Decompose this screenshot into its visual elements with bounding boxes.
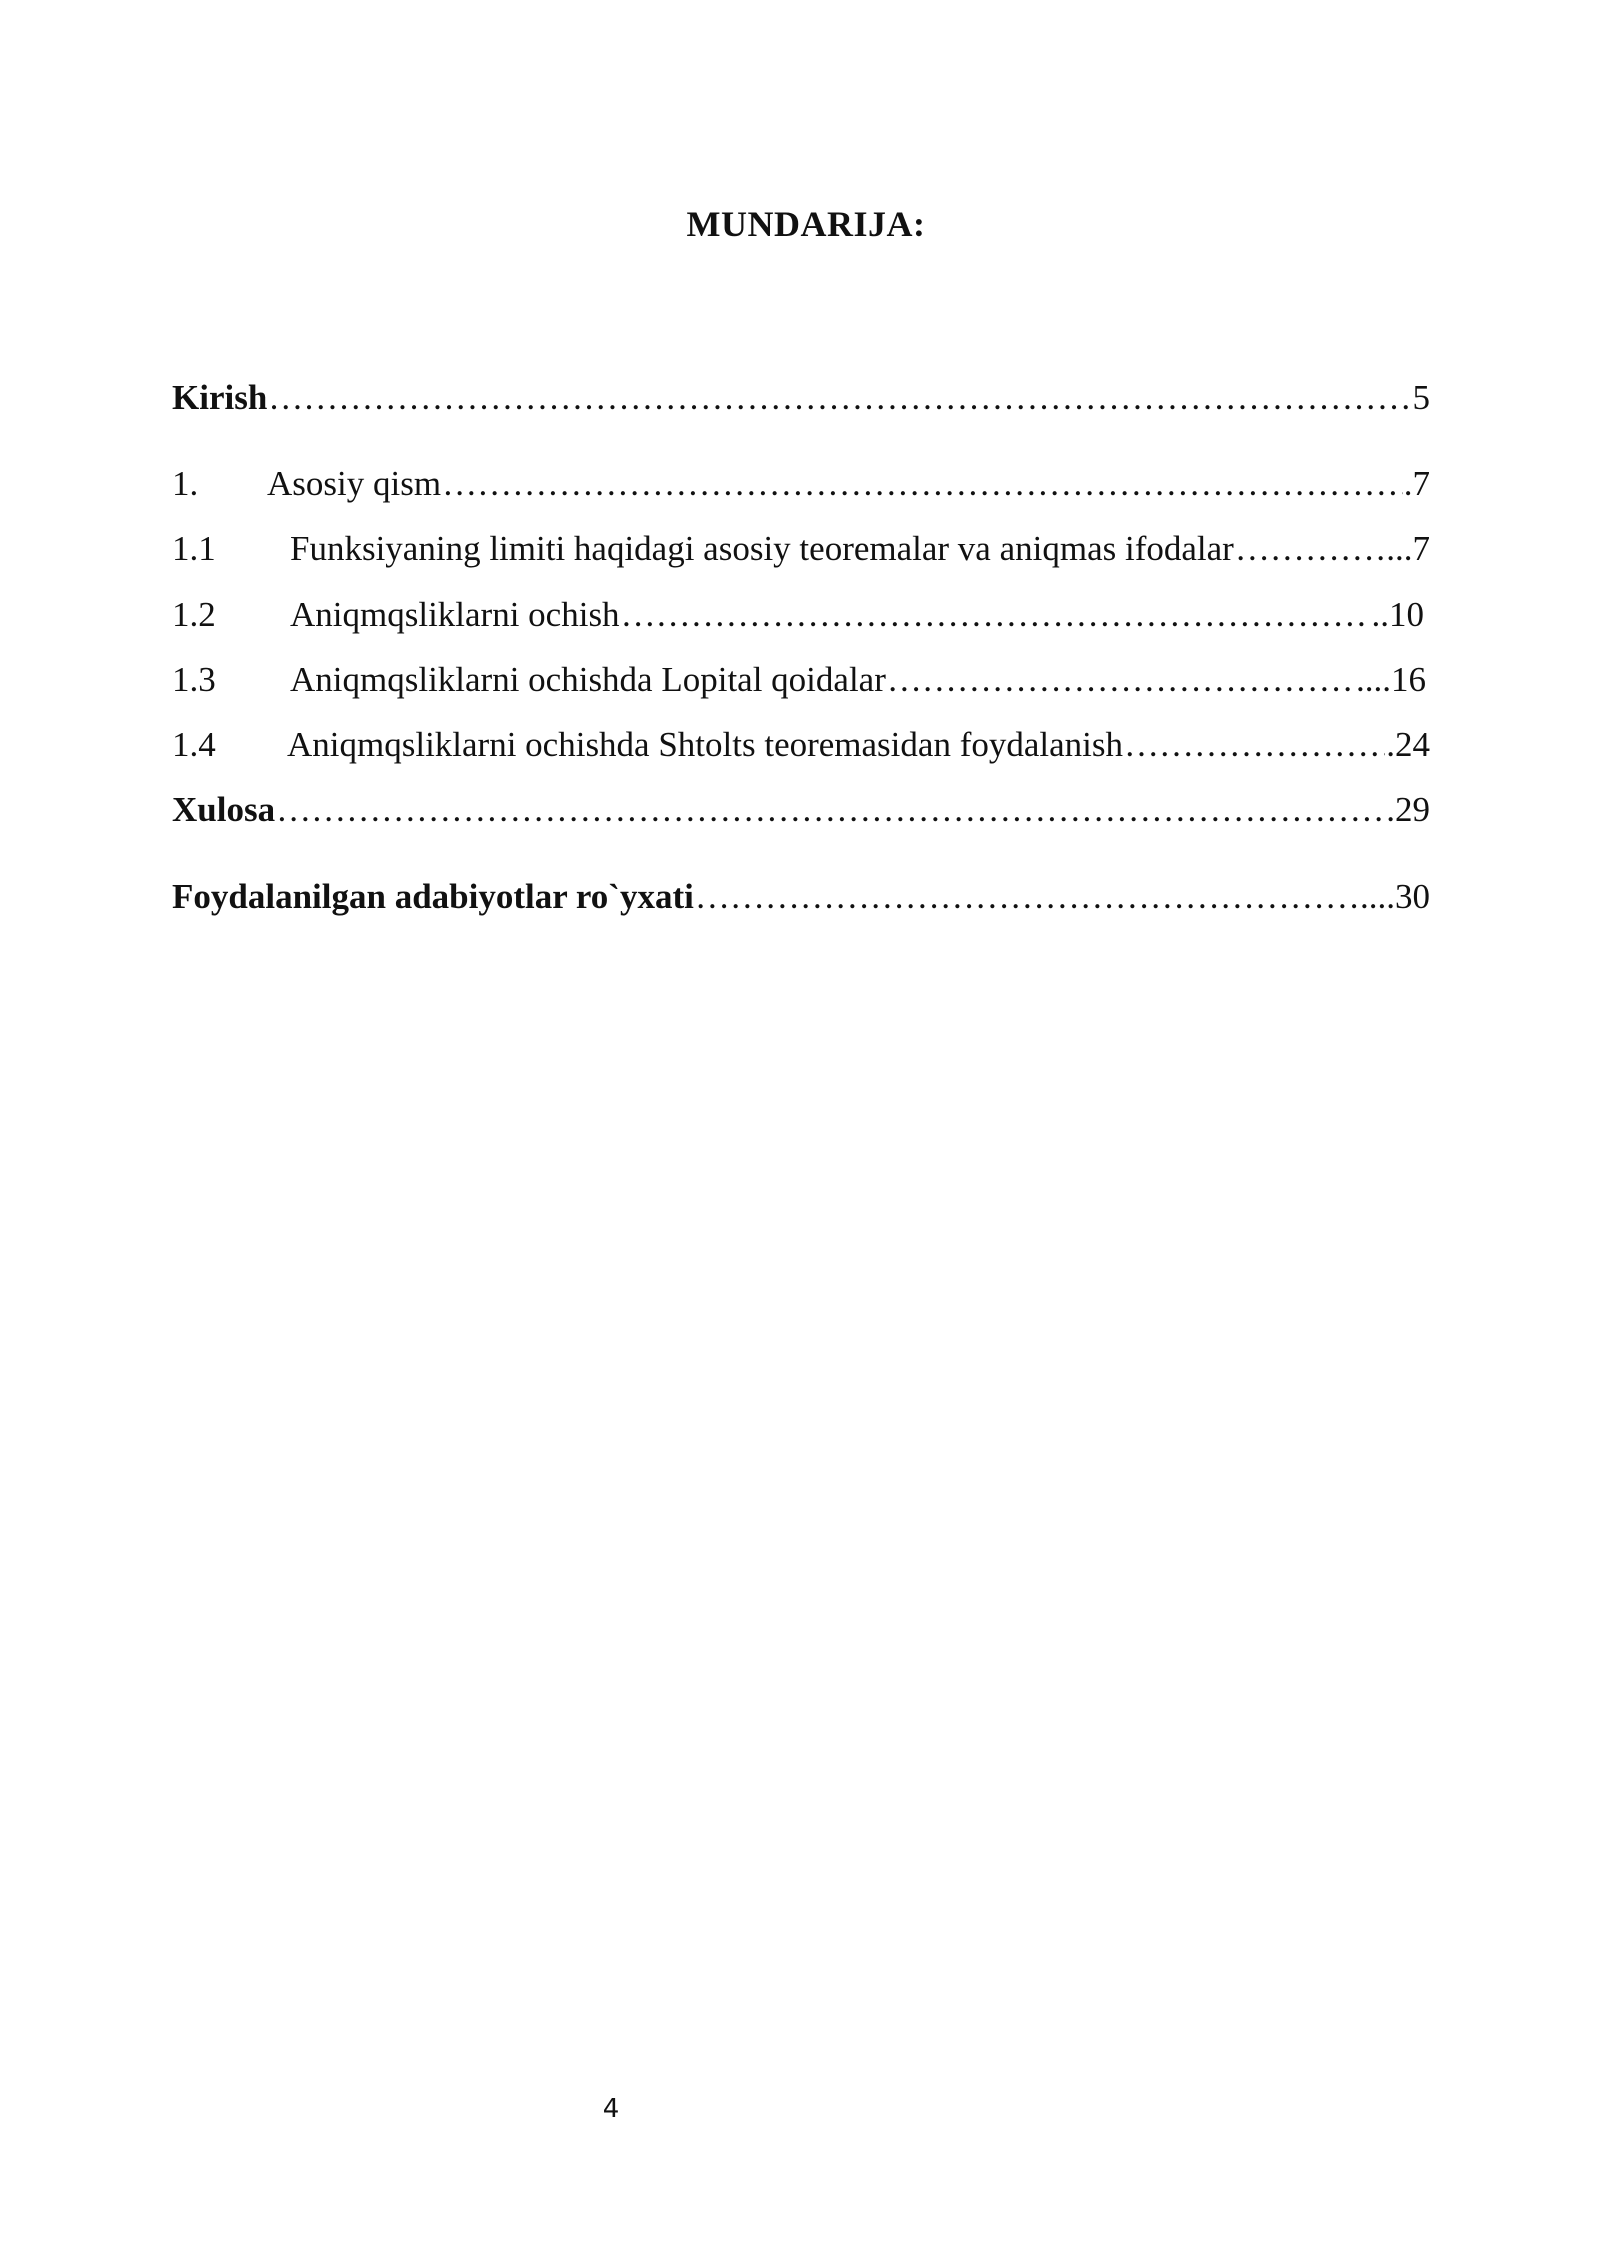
toc-leader [268,373,1411,423]
toc-page-number: ...7 [1386,529,1430,568]
toc-page-number: ..10 [1371,595,1424,634]
toc-label: Foydalanilgan adabiyotlar ro`yxati [172,877,694,916]
toc-label: Aniqmqsliklarni ochish [290,595,620,634]
page-footer-number: 4 [602,2094,620,2124]
toc-entry-1-4 [172,720,1430,770]
toc-number: 1. [172,464,199,503]
toc-leader [276,785,1385,835]
toc-label: Funksiyaning limiti haqidagi asosiy teoremalar va aniqmas ifodalar [290,529,1234,568]
toc-leader [1235,524,1385,574]
toc-leader [442,459,1403,509]
toc-number: 1.2 [172,595,216,634]
toc-title: MUNDARIJA: [686,204,926,244]
toc-leader [695,872,1359,922]
toc-entry-1-2 [172,590,1424,640]
toc-leader [621,590,1371,640]
toc-label: Asosiy qism [267,464,442,503]
toc-number: 1.4 [172,725,216,764]
toc-label: Xulosa [172,790,276,829]
toc-page-number: .24 [1386,725,1430,764]
toc-page-number: .29 [1386,790,1430,829]
toc-page-number: .7 [1403,464,1430,503]
toc-entry-kirish [172,373,1430,423]
toc-entry-asosiy-qism [172,459,1430,509]
toc-page-number: ....30 [1360,877,1430,916]
toc-leader [887,655,1355,705]
toc-entry-1-3 [172,655,1426,705]
toc-entry-adabiyotlar [172,872,1430,922]
toc-entry-xulosa [172,785,1430,835]
toc-page-number: ....16 [1356,660,1426,699]
toc-label: Aniqmqsliklarni ochishda Lopital qoidalar [290,660,886,699]
toc-number: 1.1 [172,529,216,568]
toc-leader [1124,720,1385,770]
toc-page-number: 5 [1412,378,1430,417]
toc-entry-1-1 [172,524,1430,574]
toc-label: Aniqmqsliklarni ochishda Shtolts teoremasidan foydalanish [287,725,1123,764]
toc-label: Kirish [172,378,268,417]
toc-number: 1.3 [172,660,216,699]
